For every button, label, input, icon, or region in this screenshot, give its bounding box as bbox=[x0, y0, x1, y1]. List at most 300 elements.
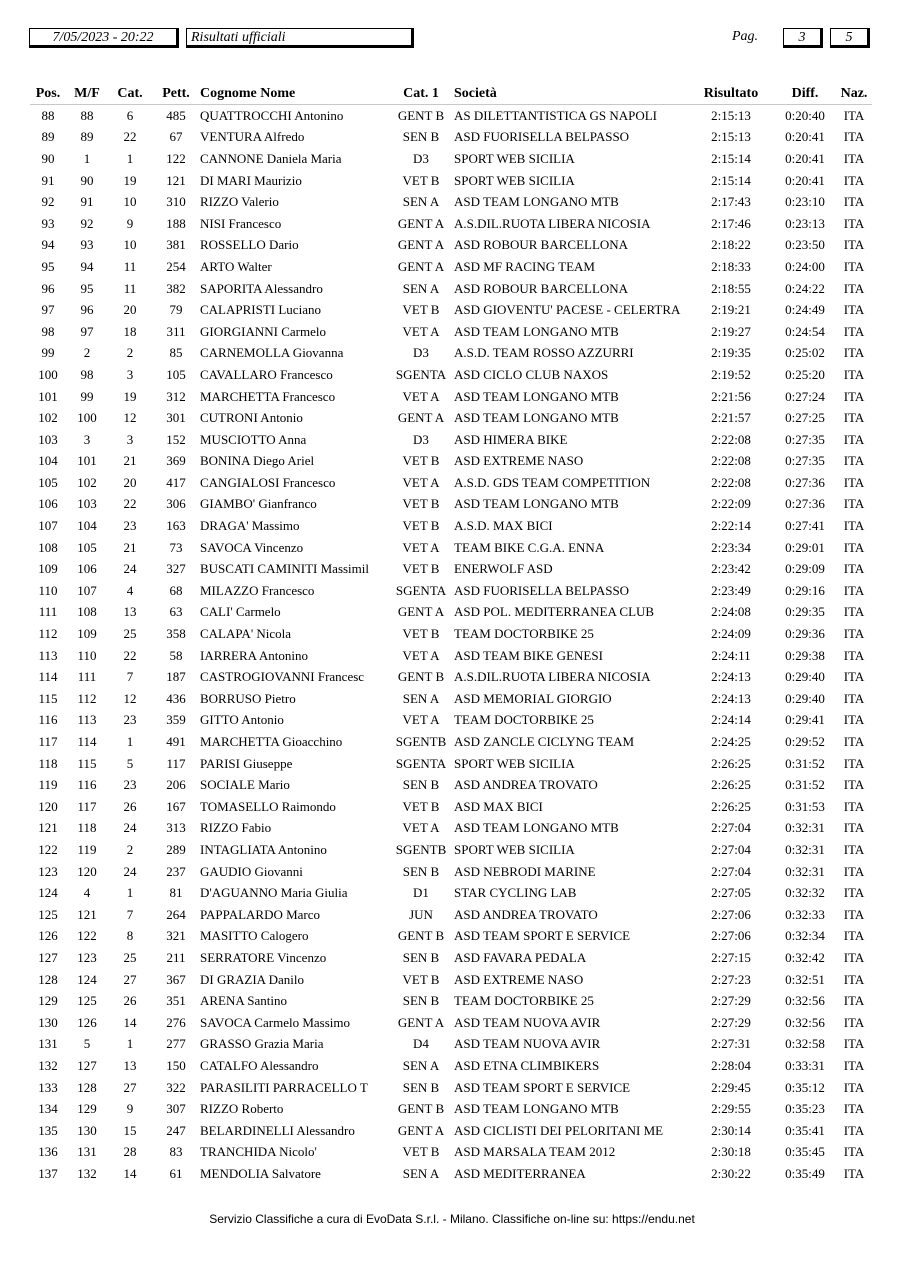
cell-cat: 1 bbox=[126, 885, 134, 901]
table-row bbox=[30, 818, 872, 840]
cell-pett: 321 bbox=[166, 928, 186, 944]
cell-name: ARENA Santino bbox=[200, 993, 288, 1009]
cell-cat1: GENT A bbox=[397, 258, 445, 274]
cell-cat: 23 bbox=[123, 777, 137, 793]
cell-risultato: 2:15:13 bbox=[711, 107, 751, 123]
cell-societa: ENERWOLF ASD bbox=[454, 561, 553, 577]
cell-mf: 111 bbox=[77, 669, 97, 685]
report-title: Risultati ufficiali bbox=[186, 28, 414, 48]
cell-cat: 22 bbox=[123, 129, 137, 145]
cell-diff: 0:23:10 bbox=[785, 194, 825, 210]
cell-cat: 4 bbox=[126, 582, 134, 598]
cell-cat1: VET A bbox=[402, 820, 440, 836]
cell-pos: 132 bbox=[38, 1057, 58, 1073]
cell-naz: ITA bbox=[843, 172, 865, 188]
cell-cat1: VET B bbox=[402, 302, 440, 318]
table-row bbox=[30, 451, 872, 473]
cell-risultato: 2:18:22 bbox=[711, 237, 751, 253]
cell-pett: 105 bbox=[166, 366, 186, 382]
cell-name: SAVOCA Carmelo Massimo bbox=[200, 1014, 350, 1030]
cell-risultato: 2:19:27 bbox=[711, 323, 751, 339]
table-row bbox=[30, 710, 872, 732]
cell-risultato: 2:24:09 bbox=[711, 626, 751, 642]
cell-naz: ITA bbox=[843, 1079, 865, 1095]
cell-pos: 135 bbox=[38, 1122, 58, 1138]
table-row bbox=[30, 1120, 872, 1142]
cell-pett: 307 bbox=[166, 1101, 186, 1117]
cell-mf: 113 bbox=[77, 712, 97, 728]
cell-risultato: 2:15:13 bbox=[711, 129, 751, 145]
cell-naz: ITA bbox=[843, 107, 865, 123]
cell-societa: ASD TEAM LONGANO MTB bbox=[454, 388, 619, 404]
cell-pett: 152 bbox=[166, 431, 186, 447]
cell-societa: ASD TEAM LONGANO MTB bbox=[454, 820, 619, 836]
cell-pos: 112 bbox=[38, 626, 58, 642]
cell-naz: ITA bbox=[843, 1057, 865, 1073]
cell-societa: ASD ETNA CLIMBIKERS bbox=[454, 1057, 600, 1073]
cell-naz: ITA bbox=[843, 453, 865, 469]
cell-pett: 327 bbox=[166, 561, 186, 577]
cell-pos: 125 bbox=[38, 906, 58, 922]
cell-cat1: SEN A bbox=[402, 690, 440, 706]
cell-societa: ASD ANDREA TROVATO bbox=[454, 906, 598, 922]
cell-name: SOCIALE Mario bbox=[200, 777, 290, 793]
table-row bbox=[30, 774, 872, 796]
cell-cat: 13 bbox=[123, 1057, 137, 1073]
cell-diff: 0:27:35 bbox=[785, 431, 825, 447]
cell-societa: SPORT WEB SICILIA bbox=[454, 841, 575, 857]
cell-pos: 126 bbox=[38, 928, 58, 944]
cell-pett: 311 bbox=[166, 323, 186, 339]
cell-name: SAPORITA Alessandro bbox=[200, 280, 323, 296]
col-cat: Cat. bbox=[117, 86, 143, 101]
cell-diff: 0:32:32 bbox=[785, 885, 825, 901]
cell-diff: 0:25:02 bbox=[785, 345, 825, 361]
cell-mf: 102 bbox=[77, 474, 97, 490]
cell-risultato: 2:27:15 bbox=[711, 949, 751, 965]
cell-pett: 289 bbox=[166, 841, 186, 857]
cell-mf: 109 bbox=[77, 626, 97, 642]
cell-cat: 2 bbox=[126, 841, 134, 857]
cell-naz: ITA bbox=[843, 1101, 865, 1117]
cell-cat: 6 bbox=[126, 107, 134, 123]
cell-risultato: 2:22:08 bbox=[711, 474, 751, 490]
cell-risultato: 2:21:57 bbox=[711, 410, 751, 426]
cell-cat: 10 bbox=[123, 194, 137, 210]
cell-pos: 114 bbox=[38, 669, 58, 685]
cell-naz: ITA bbox=[843, 928, 865, 944]
cell-pett: 381 bbox=[166, 237, 186, 253]
cell-cat1: GENT A bbox=[397, 237, 445, 253]
cell-cat1: SEN B bbox=[402, 777, 440, 793]
cell-pett: 417 bbox=[166, 474, 186, 490]
cell-diff: 0:32:42 bbox=[785, 949, 825, 965]
cell-cat1: VET A bbox=[402, 647, 440, 663]
cell-naz: ITA bbox=[843, 690, 865, 706]
cell-societa: ASD NEBRODI MARINE bbox=[454, 863, 596, 879]
cell-societa: ASD EXTREME NASO bbox=[454, 971, 584, 987]
cell-diff: 0:35:12 bbox=[785, 1079, 825, 1095]
cell-diff: 0:27:25 bbox=[785, 410, 825, 426]
table-row bbox=[30, 796, 872, 818]
cell-risultato: 2:22:08 bbox=[711, 453, 751, 469]
cell-name: BORRUSO Pietro bbox=[200, 690, 296, 706]
col-pos: Pos. bbox=[35, 86, 61, 101]
cell-mf: 89 bbox=[80, 129, 94, 145]
cell-pett: 382 bbox=[166, 280, 186, 296]
cell-mf: 105 bbox=[77, 539, 97, 555]
cell-pos: 93 bbox=[41, 215, 55, 231]
cell-pett: 485 bbox=[166, 107, 186, 123]
table-row bbox=[30, 364, 872, 386]
table-row bbox=[30, 731, 872, 753]
cell-risultato: 2:24:25 bbox=[711, 734, 751, 750]
cell-cat1: GENT A bbox=[397, 604, 445, 620]
cell-diff: 0:32:31 bbox=[785, 820, 825, 836]
cell-naz: ITA bbox=[843, 561, 865, 577]
cell-pett: 85 bbox=[169, 345, 183, 361]
cell-cat: 1 bbox=[126, 1036, 134, 1052]
cell-cat1: VET B bbox=[402, 561, 440, 577]
cell-diff: 0:29:01 bbox=[785, 539, 825, 555]
cell-name: RIZZO Fabio bbox=[200, 820, 272, 836]
cell-cat: 14 bbox=[123, 1014, 137, 1030]
cell-name: PARASILITI PARRACELLO T bbox=[200, 1079, 368, 1095]
cell-societa: ASD TEAM BIKE GENESI bbox=[454, 647, 603, 663]
cell-cat1: D4 bbox=[413, 1036, 429, 1052]
col-pett: Pett. bbox=[162, 86, 190, 101]
cell-diff: 0:24:00 bbox=[785, 258, 825, 274]
cell-societa: ASD ZANCLE CICLYNG TEAM bbox=[454, 734, 635, 750]
cell-cat: 3 bbox=[126, 431, 134, 447]
cell-risultato: 2:15:14 bbox=[711, 150, 751, 166]
cell-naz: ITA bbox=[843, 280, 865, 296]
col-naz: Naz. bbox=[840, 86, 868, 101]
cell-cat1: D3 bbox=[413, 431, 429, 447]
cell-risultato: 2:22:09 bbox=[711, 496, 751, 512]
cell-diff: 0:20:40 bbox=[785, 107, 825, 123]
cell-pos: 94 bbox=[41, 237, 55, 253]
cell-name: SERRATORE Vincenzo bbox=[200, 949, 327, 965]
cell-diff: 0:25:20 bbox=[785, 366, 825, 382]
cell-mf: 118 bbox=[77, 820, 97, 836]
cell-pett: 68 bbox=[169, 582, 183, 598]
cell-mf: 93 bbox=[80, 237, 94, 253]
cell-pos: 97 bbox=[41, 302, 55, 318]
cell-cat1: SEN B bbox=[402, 949, 440, 965]
cell-diff: 0:31:52 bbox=[785, 755, 825, 771]
cell-risultato: 2:24:14 bbox=[711, 712, 751, 728]
cell-mf: 129 bbox=[77, 1101, 97, 1117]
cell-mf: 125 bbox=[77, 993, 97, 1009]
cell-pett: 351 bbox=[166, 993, 186, 1009]
cell-name: GRASSO Grazia Maria bbox=[200, 1036, 324, 1052]
cell-pett: 491 bbox=[166, 734, 186, 750]
cell-pett: 276 bbox=[166, 1014, 186, 1030]
cell-naz: ITA bbox=[843, 474, 865, 490]
cell-name: D'AGUANNO Maria Giulia bbox=[200, 885, 348, 901]
cell-risultato: 2:24:08 bbox=[711, 604, 751, 620]
table-row bbox=[30, 494, 872, 516]
cell-risultato: 2:18:55 bbox=[711, 280, 751, 296]
cell-mf: 98 bbox=[80, 366, 94, 382]
cell-cat1: SEN B bbox=[402, 993, 440, 1009]
table-row bbox=[30, 861, 872, 883]
table-row bbox=[30, 882, 872, 904]
table-row bbox=[30, 645, 872, 667]
table-row bbox=[30, 1077, 872, 1099]
cell-naz: ITA bbox=[843, 841, 865, 857]
cell-cat: 24 bbox=[123, 820, 137, 836]
cell-pos: 130 bbox=[38, 1014, 58, 1030]
cell-pos: 98 bbox=[41, 323, 55, 339]
table-row bbox=[30, 1055, 872, 1077]
cell-mf: 91 bbox=[80, 194, 94, 210]
cell-name: DRAGA' Massimo bbox=[200, 518, 300, 534]
cell-diff: 0:31:53 bbox=[785, 798, 825, 814]
cell-pett: 359 bbox=[166, 712, 186, 728]
cell-naz: ITA bbox=[843, 820, 865, 836]
cell-pett: 322 bbox=[166, 1079, 186, 1095]
report-date: 7/05/2023 - 20:22 bbox=[29, 28, 179, 48]
cell-cat: 9 bbox=[126, 215, 134, 231]
cell-cat: 22 bbox=[123, 496, 137, 512]
cell-pos: 128 bbox=[38, 971, 58, 987]
cell-risultato: 2:22:08 bbox=[711, 431, 751, 447]
cell-naz: ITA bbox=[843, 1144, 865, 1160]
cell-cat1: VET A bbox=[402, 712, 440, 728]
cell-naz: ITA bbox=[843, 712, 865, 728]
cell-name: NISI Francesco bbox=[200, 215, 282, 231]
cell-cat: 1 bbox=[126, 734, 134, 750]
cell-societa: TEAM DOCTORBIKE 25 bbox=[454, 993, 594, 1009]
cell-diff: 0:35:45 bbox=[785, 1144, 825, 1160]
cell-cat: 9 bbox=[126, 1101, 134, 1117]
cell-pos: 111 bbox=[38, 604, 58, 620]
cell-diff: 0:27:36 bbox=[785, 474, 825, 490]
cell-pos: 118 bbox=[38, 755, 58, 771]
cell-cat1: JUN bbox=[409, 906, 433, 922]
cell-cat1: GENT B bbox=[397, 669, 445, 685]
cell-pett: 163 bbox=[166, 518, 186, 534]
cell-diff: 0:29:40 bbox=[785, 669, 825, 685]
cell-name: PAPPALARDO Marco bbox=[200, 906, 321, 922]
cell-cat: 20 bbox=[123, 474, 137, 490]
cell-naz: ITA bbox=[843, 755, 865, 771]
cell-risultato: 2:27:29 bbox=[711, 1014, 751, 1030]
cell-name: DI GRAZIA Danilo bbox=[200, 971, 304, 987]
cell-mf: 101 bbox=[77, 453, 97, 469]
cell-naz: ITA bbox=[843, 863, 865, 879]
cell-mf: 117 bbox=[77, 798, 97, 814]
cell-cat1: D1 bbox=[413, 885, 429, 901]
table-row bbox=[30, 926, 872, 948]
cell-cat: 2 bbox=[126, 345, 134, 361]
table-row bbox=[30, 515, 872, 537]
table-row bbox=[30, 1012, 872, 1034]
cell-pos: 136 bbox=[38, 1144, 58, 1160]
cell-mf: 1 bbox=[83, 150, 91, 166]
cell-risultato: 2:26:25 bbox=[711, 798, 751, 814]
cell-mf: 5 bbox=[83, 1036, 91, 1052]
cell-pos: 116 bbox=[38, 712, 58, 728]
cell-pos: 89 bbox=[41, 129, 55, 145]
cell-name: MARCHETTA Francesco bbox=[200, 388, 336, 404]
cell-naz: ITA bbox=[843, 1036, 865, 1052]
cell-societa: ASD TEAM SPORT E SERVICE bbox=[454, 928, 631, 944]
cell-mf: 104 bbox=[77, 518, 97, 534]
cell-pos: 88 bbox=[41, 107, 55, 123]
results-table bbox=[30, 84, 872, 1185]
table-row bbox=[30, 602, 872, 624]
col-mf: M/F bbox=[74, 86, 100, 101]
cell-societa: ASD ROBOUR BARCELLONA bbox=[454, 280, 629, 296]
table-row bbox=[30, 580, 872, 602]
cell-pett: 312 bbox=[166, 388, 186, 404]
cell-risultato: 2:27:06 bbox=[711, 906, 751, 922]
cell-cat: 8 bbox=[126, 928, 134, 944]
cell-pos: 91 bbox=[41, 172, 55, 188]
cell-societa: STAR CYCLING LAB bbox=[454, 885, 577, 901]
cell-cat1: VET A bbox=[402, 539, 440, 555]
cell-pos: 122 bbox=[38, 841, 58, 857]
table-row bbox=[30, 1034, 872, 1056]
table-row bbox=[30, 472, 872, 494]
col-cat1: Cat. 1 bbox=[403, 86, 439, 101]
cell-risultato: 2:17:43 bbox=[711, 194, 751, 210]
cell-pett: 81 bbox=[169, 885, 183, 901]
cell-cat1: SGENTB bbox=[395, 841, 447, 857]
cell-cat1: D3 bbox=[413, 345, 429, 361]
cell-pett: 264 bbox=[166, 906, 186, 922]
cell-pos: 90 bbox=[41, 150, 55, 166]
cell-risultato: 2:27:06 bbox=[711, 928, 751, 944]
cell-cat1: SEN B bbox=[402, 1079, 440, 1095]
cell-mf: 128 bbox=[77, 1079, 97, 1095]
cell-mf: 119 bbox=[77, 841, 97, 857]
cell-societa: ASD TEAM LONGANO MTB bbox=[454, 410, 619, 426]
cell-risultato: 2:27:04 bbox=[711, 841, 751, 857]
cell-diff: 0:29:09 bbox=[785, 561, 825, 577]
table-row bbox=[30, 321, 872, 343]
cell-risultato: 2:19:35 bbox=[711, 345, 751, 361]
cell-pett: 121 bbox=[166, 172, 186, 188]
cell-naz: ITA bbox=[843, 734, 865, 750]
cell-naz: ITA bbox=[843, 647, 865, 663]
cell-cat1: VET B bbox=[402, 453, 440, 469]
cell-pos: 99 bbox=[41, 345, 55, 361]
cell-societa: ASD MEDITERRANEA bbox=[454, 1165, 586, 1181]
table-row bbox=[30, 1163, 872, 1185]
cell-risultato: 2:23:34 bbox=[711, 539, 751, 555]
cell-name: CALI' Carmelo bbox=[200, 604, 281, 620]
cell-societa: ASD FUORISELLA BELPASSO bbox=[454, 129, 630, 145]
cell-diff: 0:32:56 bbox=[785, 1014, 825, 1030]
cell-mf: 121 bbox=[77, 906, 97, 922]
cell-pett: 301 bbox=[166, 410, 186, 426]
cell-name: BONINA Diego Ariel bbox=[200, 453, 315, 469]
cell-risultato: 2:27:05 bbox=[711, 885, 751, 901]
cell-cat: 24 bbox=[123, 561, 137, 577]
cell-diff: 0:20:41 bbox=[785, 172, 825, 188]
table-row bbox=[30, 127, 872, 149]
cell-naz: ITA bbox=[843, 388, 865, 404]
cell-societa: ASD TEAM LONGANO MTB bbox=[454, 194, 619, 210]
cell-societa: SPORT WEB SICILIA bbox=[454, 172, 575, 188]
cell-diff: 0:27:35 bbox=[785, 453, 825, 469]
cell-mf: 114 bbox=[77, 734, 97, 750]
cell-risultato: 2:21:56 bbox=[711, 388, 751, 404]
cell-cat: 18 bbox=[123, 323, 137, 339]
cell-cat1: VET B bbox=[402, 971, 440, 987]
cell-pett: 369 bbox=[166, 453, 186, 469]
cell-name: DI MARI Maurizio bbox=[200, 172, 302, 188]
cell-pett: 61 bbox=[169, 1165, 183, 1181]
col-name: Cognome Nome bbox=[200, 86, 296, 101]
cell-pos: 96 bbox=[41, 280, 55, 296]
cell-cat1: VET A bbox=[402, 388, 440, 404]
cell-name: BELARDINELLI Alessandro bbox=[200, 1122, 355, 1138]
cell-pos: 129 bbox=[38, 993, 58, 1009]
cell-risultato: 2:29:45 bbox=[711, 1079, 751, 1095]
cell-pos: 121 bbox=[38, 820, 58, 836]
cell-societa: A.S.D. TEAM ROSSO AZZURRI bbox=[454, 345, 634, 361]
cell-risultato: 2:24:13 bbox=[711, 669, 751, 685]
cell-diff: 0:29:40 bbox=[785, 690, 825, 706]
cell-name: GIAMBO' Gianfranco bbox=[200, 496, 317, 512]
cell-pos: 110 bbox=[38, 582, 58, 598]
cell-cat1: SEN A bbox=[402, 1165, 440, 1181]
cell-mf: 3 bbox=[83, 431, 91, 447]
cell-pett: 436 bbox=[166, 690, 186, 706]
table-row bbox=[30, 904, 872, 926]
cell-naz: ITA bbox=[843, 949, 865, 965]
cell-naz: ITA bbox=[843, 1122, 865, 1138]
cell-pett: 188 bbox=[166, 215, 186, 231]
cell-name: RIZZO Valerio bbox=[200, 194, 279, 210]
cell-societa: ASD MEMORIAL GIORGIO bbox=[454, 690, 612, 706]
cell-risultato: 2:24:13 bbox=[711, 690, 751, 706]
cell-cat1: VET A bbox=[402, 323, 440, 339]
cell-pos: 105 bbox=[38, 474, 58, 490]
cell-diff: 0:32:34 bbox=[785, 928, 825, 944]
cell-name: CANNONE Daniela Maria bbox=[200, 150, 342, 166]
table-row bbox=[30, 343, 872, 365]
table-row bbox=[30, 1098, 872, 1120]
cell-diff: 0:29:16 bbox=[785, 582, 825, 598]
col-risultato: Risultato bbox=[703, 86, 759, 101]
cell-mf: 108 bbox=[77, 604, 97, 620]
cell-pett: 122 bbox=[166, 150, 186, 166]
cell-cat1: GENT B bbox=[397, 928, 445, 944]
cell-naz: ITA bbox=[843, 302, 865, 318]
cell-risultato: 2:30:22 bbox=[711, 1165, 751, 1181]
table-row bbox=[30, 235, 872, 257]
cell-risultato: 2:17:46 bbox=[711, 215, 751, 231]
cell-diff: 0:24:22 bbox=[785, 280, 825, 296]
cell-cat: 20 bbox=[123, 302, 137, 318]
cell-diff: 0:23:13 bbox=[785, 215, 825, 231]
cell-pett: 247 bbox=[166, 1122, 186, 1138]
cell-risultato: 2:27:29 bbox=[711, 993, 751, 1009]
cell-naz: ITA bbox=[843, 539, 865, 555]
cell-risultato: 2:27:04 bbox=[711, 820, 751, 836]
cell-naz: ITA bbox=[843, 194, 865, 210]
cell-risultato: 2:29:55 bbox=[711, 1101, 751, 1117]
cell-pos: 134 bbox=[38, 1101, 58, 1117]
cell-societa: A.S.D. MAX BICI bbox=[454, 518, 553, 534]
cell-mf: 94 bbox=[80, 258, 94, 274]
